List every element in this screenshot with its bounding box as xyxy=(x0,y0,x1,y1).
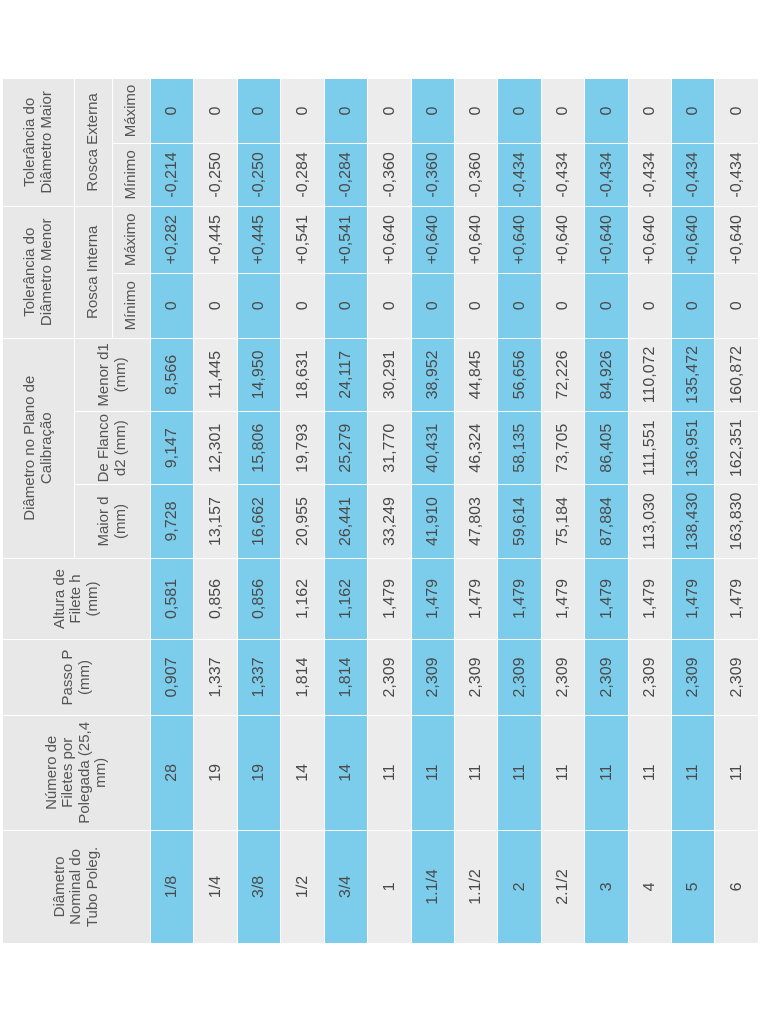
cell-major: 113,030 xyxy=(628,485,671,558)
cell-flank: 40,431 xyxy=(411,412,454,485)
cell-int-min: 0 xyxy=(194,273,237,338)
cell-threads: 19 xyxy=(194,715,237,830)
cell-pitch: 2,309 xyxy=(585,640,628,715)
header-nominal: Diâmetro Nominal do Tubo Poleg. xyxy=(3,830,151,943)
cell-ext-max: 0 xyxy=(237,79,280,144)
cell-minor: 11,445 xyxy=(194,338,237,411)
cell-int-max: +0,445 xyxy=(237,206,280,273)
cell-pitch: 2,309 xyxy=(454,640,497,715)
header-internal: Rosca Interna xyxy=(75,206,113,338)
cell-int-max: +0,282 xyxy=(151,206,194,273)
table-row xyxy=(151,79,194,944)
cell-pitch: 0,907 xyxy=(151,640,194,715)
cell-pitch: 1,814 xyxy=(324,640,367,715)
table-row xyxy=(194,79,237,944)
cell-flank: 9,147 xyxy=(151,412,194,485)
cell-major: 75,184 xyxy=(541,485,584,558)
cell-minor: 56,656 xyxy=(498,338,541,411)
cell-int-min: 0 xyxy=(281,273,324,338)
cell-ext-max: 0 xyxy=(281,79,324,144)
cell-flank: 162,351 xyxy=(715,412,759,485)
cell-flank: 86,405 xyxy=(585,412,628,485)
cell-major: 26,441 xyxy=(324,485,367,558)
cell-int-max: +0,640 xyxy=(454,206,497,273)
header-tol-major: Tolerância do Diâmetro Maior xyxy=(3,79,75,207)
cell-flank: 31,770 xyxy=(368,412,411,485)
cell-flank: 19,793 xyxy=(281,412,324,485)
table-row xyxy=(498,79,541,944)
header-height: Altura de Filete h (mm) xyxy=(3,558,151,640)
cell-nominal: 6 xyxy=(715,830,759,943)
cell-ext-min: -0,434 xyxy=(498,143,541,206)
table-row xyxy=(454,79,497,944)
cell-major: 41,910 xyxy=(411,485,454,558)
cell-int-max: +0,541 xyxy=(324,206,367,273)
cell-height: 1,479 xyxy=(715,558,759,640)
cell-ext-max: 0 xyxy=(368,79,411,144)
cell-height: 1,479 xyxy=(411,558,454,640)
header-external: Rosca Externa xyxy=(75,79,113,207)
thread-table xyxy=(2,78,759,944)
cell-minor: 44,845 xyxy=(454,338,497,411)
cell-flank: 46,324 xyxy=(454,412,497,485)
cell-flank: 58,135 xyxy=(498,412,541,485)
cell-ext-min: -0,360 xyxy=(411,143,454,206)
cell-int-min: 0 xyxy=(237,273,280,338)
cell-nominal: 1.1/4 xyxy=(411,830,454,943)
cell-threads: 11 xyxy=(672,715,715,830)
cell-ext-max: 0 xyxy=(541,79,584,144)
cell-major: 16,662 xyxy=(237,485,280,558)
cell-pitch: 1,814 xyxy=(281,640,324,715)
cell-ext-min: -0,360 xyxy=(368,143,411,206)
cell-major: 163,830 xyxy=(715,485,759,558)
cell-height: 1,479 xyxy=(628,558,671,640)
header-tol-minor: Tolerância do Diâmetro Menor xyxy=(3,206,75,338)
header-plane: Diâmetro no Plano de Calibração xyxy=(3,338,75,558)
cell-ext-max: 0 xyxy=(498,79,541,144)
table-row xyxy=(541,79,584,944)
cell-flank: 25,279 xyxy=(324,412,367,485)
cell-height: 1,479 xyxy=(498,558,541,640)
cell-pitch: 2,309 xyxy=(411,640,454,715)
cell-int-min: 0 xyxy=(368,273,411,338)
header-flank: De Flanco d2 (mm) xyxy=(75,412,151,485)
cell-ext-min: -0,250 xyxy=(237,143,280,206)
cell-pitch: 2,309 xyxy=(672,640,715,715)
cell-flank: 73,705 xyxy=(541,412,584,485)
cell-ext-min: -0,214 xyxy=(151,143,194,206)
cell-major: 59,614 xyxy=(498,485,541,558)
cell-ext-max: 0 xyxy=(324,79,367,144)
cell-minor: 38,952 xyxy=(411,338,454,411)
cell-threads: 11 xyxy=(411,715,454,830)
cell-height: 1,162 xyxy=(281,558,324,640)
table-row xyxy=(368,79,411,944)
cell-threads: 14 xyxy=(281,715,324,830)
cell-nominal: 1.1/2 xyxy=(454,830,497,943)
cell-flank: 136,951 xyxy=(672,412,715,485)
cell-ext-max: 0 xyxy=(411,79,454,144)
header-pitch: Passo P (mm) xyxy=(3,640,151,715)
header-int-min: Mínimo xyxy=(113,273,151,338)
cell-flank: 12,301 xyxy=(194,412,237,485)
cell-minor: 160,872 xyxy=(715,338,759,411)
cell-height: 0,856 xyxy=(194,558,237,640)
header-threads: Número de Filetes por Polegada (25,4 mm) xyxy=(3,715,151,830)
cell-ext-min: -0,434 xyxy=(585,143,628,206)
cell-pitch: 2,309 xyxy=(368,640,411,715)
header-int-max: Máximo xyxy=(113,206,151,273)
cell-major: 20,955 xyxy=(281,485,324,558)
table-row xyxy=(237,79,280,944)
table-row xyxy=(411,79,454,944)
cell-height: 1,162 xyxy=(324,558,367,640)
cell-int-min: 0 xyxy=(411,273,454,338)
thread-table-rotated xyxy=(2,78,759,944)
cell-minor: 30,291 xyxy=(368,338,411,411)
cell-nominal: 2.1/2 xyxy=(541,830,584,943)
cell-pitch: 1,337 xyxy=(194,640,237,715)
cell-int-min: 0 xyxy=(628,273,671,338)
table-header xyxy=(3,79,151,944)
cell-height: 1,479 xyxy=(585,558,628,640)
cell-nominal: 2 xyxy=(498,830,541,943)
cell-threads: 11 xyxy=(368,715,411,830)
cell-major: 33,249 xyxy=(368,485,411,558)
cell-nominal: 4 xyxy=(628,830,671,943)
table-row xyxy=(585,79,628,944)
cell-pitch: 2,309 xyxy=(541,640,584,715)
cell-height: 0,581 xyxy=(151,558,194,640)
cell-height: 1,479 xyxy=(541,558,584,640)
cell-threads: 11 xyxy=(715,715,759,830)
cell-threads: 11 xyxy=(454,715,497,830)
cell-ext-min: -0,434 xyxy=(672,143,715,206)
cell-minor: 24,117 xyxy=(324,338,367,411)
cell-nominal: 5 xyxy=(672,830,715,943)
cell-height: 1,479 xyxy=(368,558,411,640)
header-minor: Menor d1 (mm) xyxy=(75,338,151,411)
cell-pitch: 2,309 xyxy=(715,640,759,715)
cell-threads: 11 xyxy=(628,715,671,830)
cell-height: 0,856 xyxy=(237,558,280,640)
cell-minor: 84,926 xyxy=(585,338,628,411)
cell-minor: 14,950 xyxy=(237,338,280,411)
cell-int-max: +0,640 xyxy=(672,206,715,273)
cell-int-min: 0 xyxy=(324,273,367,338)
cell-int-min: 0 xyxy=(151,273,194,338)
cell-ext-max: 0 xyxy=(151,79,194,144)
cell-nominal: 3/4 xyxy=(324,830,367,943)
cell-major: 9,728 xyxy=(151,485,194,558)
cell-threads: 11 xyxy=(541,715,584,830)
cell-ext-max: 0 xyxy=(585,79,628,144)
cell-ext-min: -0,434 xyxy=(628,143,671,206)
cell-ext-max: 0 xyxy=(672,79,715,144)
cell-flank: 111,551 xyxy=(628,412,671,485)
cell-int-min: 0 xyxy=(715,273,759,338)
cell-ext-max: 0 xyxy=(454,79,497,144)
cell-threads: 11 xyxy=(585,715,628,830)
cell-minor: 8,566 xyxy=(151,338,194,411)
cell-ext-max: 0 xyxy=(194,79,237,144)
cell-threads: 14 xyxy=(324,715,367,830)
cell-nominal: 1/4 xyxy=(194,830,237,943)
cell-nominal: 1 xyxy=(368,830,411,943)
cell-nominal: 1/2 xyxy=(281,830,324,943)
cell-ext-min: -0,360 xyxy=(454,143,497,206)
cell-nominal: 3/8 xyxy=(237,830,280,943)
cell-int-max: +0,640 xyxy=(541,206,584,273)
table-row xyxy=(281,79,324,944)
cell-int-min: 0 xyxy=(454,273,497,338)
cell-pitch: 2,309 xyxy=(628,640,671,715)
cell-int-min: 0 xyxy=(541,273,584,338)
table-row xyxy=(628,79,671,944)
cell-int-min: 0 xyxy=(498,273,541,338)
table-row xyxy=(715,79,759,944)
table-row xyxy=(324,79,367,944)
cell-int-max: +0,541 xyxy=(281,206,324,273)
cell-minor: 72,226 xyxy=(541,338,584,411)
cell-nominal: 1/8 xyxy=(151,830,194,943)
cell-height: 1,479 xyxy=(454,558,497,640)
header-ext-max: Máximo xyxy=(113,79,151,144)
cell-major: 87,884 xyxy=(585,485,628,558)
cell-height: 1,479 xyxy=(672,558,715,640)
cell-int-min: 0 xyxy=(585,273,628,338)
cell-ext-min: -0,250 xyxy=(194,143,237,206)
cell-minor: 110,072 xyxy=(628,338,671,411)
cell-major: 13,157 xyxy=(194,485,237,558)
cell-ext-max: 0 xyxy=(628,79,671,144)
cell-threads: 19 xyxy=(237,715,280,830)
cell-int-max: +0,640 xyxy=(368,206,411,273)
cell-pitch: 1,337 xyxy=(237,640,280,715)
header-major: Maior d (mm) xyxy=(75,485,151,558)
cell-int-max: +0,445 xyxy=(194,206,237,273)
cell-threads: 11 xyxy=(498,715,541,830)
table-body xyxy=(151,79,759,944)
cell-ext-min: -0,284 xyxy=(281,143,324,206)
cell-minor: 135,472 xyxy=(672,338,715,411)
cell-int-max: +0,640 xyxy=(628,206,671,273)
cell-ext-max: 0 xyxy=(715,79,759,144)
cell-int-min: 0 xyxy=(672,273,715,338)
cell-flank: 15,806 xyxy=(237,412,280,485)
cell-major: 138,430 xyxy=(672,485,715,558)
cell-int-max: +0,640 xyxy=(585,206,628,273)
cell-int-max: +0,640 xyxy=(411,206,454,273)
table-row xyxy=(672,79,715,944)
cell-threads: 28 xyxy=(151,715,194,830)
cell-pitch: 2,309 xyxy=(498,640,541,715)
cell-ext-min: -0,434 xyxy=(541,143,584,206)
cell-ext-min: -0,434 xyxy=(715,143,759,206)
cell-int-max: +0,640 xyxy=(715,206,759,273)
cell-ext-min: -0,284 xyxy=(324,143,367,206)
cell-minor: 18,631 xyxy=(281,338,324,411)
cell-int-max: +0,640 xyxy=(498,206,541,273)
cell-major: 47,803 xyxy=(454,485,497,558)
header-ext-min: Mínimo xyxy=(113,143,151,206)
cell-nominal: 3 xyxy=(585,830,628,943)
